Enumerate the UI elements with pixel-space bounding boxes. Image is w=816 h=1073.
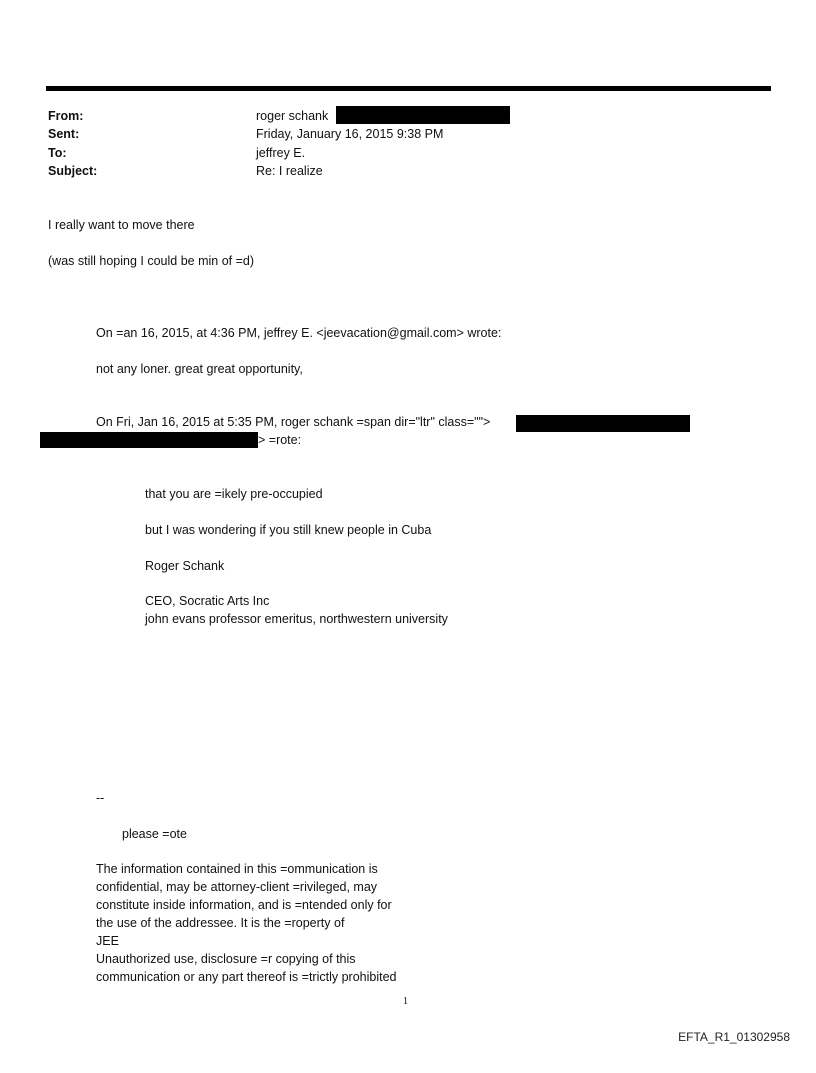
quote2-attribution-line1: On Fri, Jan 16, 2015 at 5:35 PM, roger schank =span dir="ltr" class=""> xyxy=(96,415,491,429)
quote1-text: not any loner. great great opportunity, xyxy=(96,362,303,376)
subject-label: Subject: xyxy=(48,164,98,178)
quote2-line2: but I was wondering if you still knew people in Cuba xyxy=(145,523,432,537)
disclaimer-line: The information contained in this =ommunication is xyxy=(96,862,378,876)
redaction-box xyxy=(336,106,510,124)
disclaimer-line: JEE xyxy=(96,934,119,948)
sent-value: Friday, January 16, 2015 9:38 PM xyxy=(256,127,444,141)
from-value: roger schank xyxy=(256,109,329,123)
sent-label: Sent: xyxy=(48,127,80,141)
signature-name: Roger Schank xyxy=(145,559,225,573)
quote2-attribution-line2: > =rote: xyxy=(258,433,302,447)
from-label: From: xyxy=(48,109,84,123)
redaction-box xyxy=(516,415,690,432)
signature-title-1: CEO, Socratic Arts Inc xyxy=(145,594,270,608)
document-id: EFTA_R1_01302958 xyxy=(678,1030,790,1044)
disclaimer-line: communication or any part thereof is =trictly prohibited xyxy=(96,970,397,984)
header-rule xyxy=(46,86,771,91)
subject-value: Re: I realize xyxy=(256,164,323,178)
to-value: jeffrey E. xyxy=(256,146,306,160)
quote1-attribution: On =an 16, 2015, at 4:36 PM, jeffrey E. <jeevacation@gmail.com> wrote: xyxy=(96,326,502,340)
page-number: 1 xyxy=(403,996,408,1007)
disclaimer-line: constitute inside information, and is =ntended only for xyxy=(96,898,392,912)
quote2-line1: that you are =ikely pre-occupied xyxy=(145,487,323,501)
disclaimer-line: the use of the addressee. It is the =roperty of xyxy=(96,916,345,930)
to-label: To: xyxy=(48,146,67,160)
disclaimer-line: confidential, may be attorney-client =rivileged, may xyxy=(96,880,378,894)
body-line-1: I really want to move there xyxy=(48,218,195,232)
disclaimer-line: Unauthorized use, disclosure =r copying of this xyxy=(96,952,356,966)
signature-separator: -- xyxy=(96,791,105,805)
signature-title-2: john evans professor emeritus, northwestern university xyxy=(145,612,448,626)
body-line-2: (was still hoping I could be min of =d) xyxy=(48,254,255,268)
please-note: please =ote xyxy=(122,827,187,841)
redaction-box xyxy=(40,432,258,448)
